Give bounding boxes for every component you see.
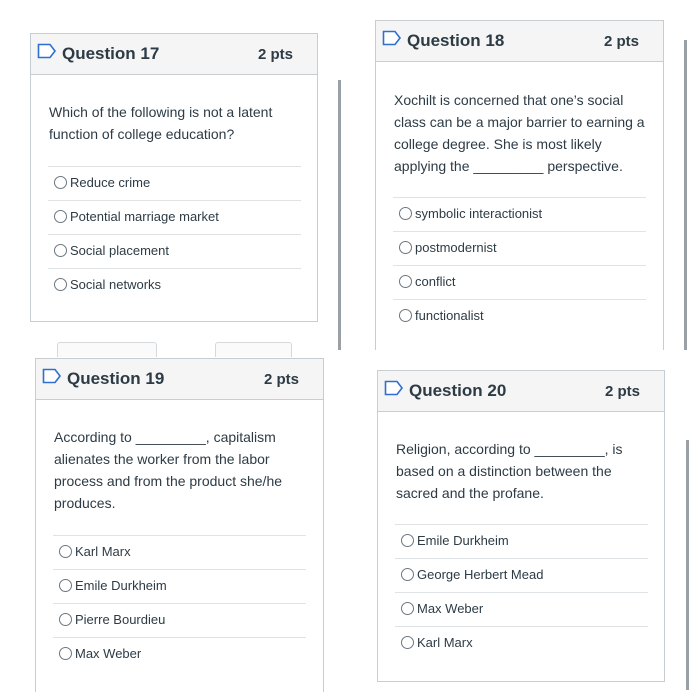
answer-option[interactable] (53, 569, 306, 603)
radio-button-icon[interactable] (399, 207, 412, 220)
flag-question-icon[interactable] (42, 368, 62, 389)
answer-option[interactable] (48, 268, 301, 302)
question-points: 2 pts (604, 383, 640, 400)
radio-button-icon[interactable] (54, 244, 67, 257)
question-title: Question 19 (67, 369, 165, 388)
question-header (36, 359, 323, 400)
question-title: Question 18 (407, 31, 505, 50)
scrollbar-divider (338, 80, 341, 350)
answer-option[interactable] (393, 265, 646, 299)
question-header (31, 34, 317, 75)
question-card-17 (30, 33, 318, 322)
radio-button-icon[interactable] (401, 636, 414, 649)
partial-button[interactable] (57, 342, 157, 357)
answer-option[interactable] (393, 231, 646, 265)
question-title: Question 20 (409, 381, 507, 400)
answer-option[interactable] (393, 299, 646, 333)
answer-label: George Herbert Mead (417, 567, 544, 582)
radio-button-icon[interactable] (59, 579, 72, 592)
answer-label: Karl Marx (75, 544, 131, 559)
answer-label: postmodernist (415, 240, 497, 255)
question-points: 2 pts (263, 371, 299, 388)
question-title: Question 17 (62, 44, 160, 63)
question-card-18 (375, 20, 664, 350)
answer-option[interactable] (48, 234, 301, 268)
answer-label: Emile Durkheim (75, 578, 167, 593)
answer-list (48, 166, 301, 302)
answer-option[interactable] (48, 166, 301, 200)
answer-label: functionalist (415, 308, 484, 323)
answer-option[interactable] (395, 524, 648, 558)
radio-button-icon[interactable] (399, 241, 412, 254)
answer-label: Max Weber (75, 646, 142, 661)
question-card-20 (377, 370, 665, 682)
answer-label: Social placement (70, 243, 169, 258)
radio-button-icon[interactable] (401, 568, 414, 581)
answer-option[interactable] (53, 535, 306, 569)
answer-label: Karl Marx (417, 635, 473, 650)
answer-list (395, 524, 648, 660)
question-header (376, 21, 663, 62)
answer-option[interactable] (395, 592, 648, 626)
question-text: According to _________, capitalism alienates the worker from the labor process and from the product she/he produces. (54, 429, 283, 511)
answer-option[interactable] (48, 200, 301, 234)
scrollbar-divider (686, 440, 689, 690)
flag-question-icon[interactable] (37, 43, 57, 64)
answer-label: conflict (415, 274, 456, 289)
answer-label: Potential marriage market (70, 209, 219, 224)
question-text: Religion, according to _________, is based on a distinction between the sacred and the profane. (396, 441, 623, 501)
radio-button-icon[interactable] (401, 602, 414, 615)
radio-button-icon[interactable] (399, 275, 412, 288)
question-card-19 (35, 358, 324, 692)
answer-label: Reduce crime (70, 175, 151, 190)
answer-label: Max Weber (417, 601, 484, 616)
answer-list (393, 197, 646, 333)
answer-label: Social networks (70, 277, 162, 292)
question-header (378, 371, 664, 412)
radio-button-icon[interactable] (54, 210, 67, 223)
radio-button-icon[interactable] (54, 278, 67, 291)
radio-button-icon[interactable] (401, 534, 414, 547)
answer-option[interactable] (53, 637, 306, 671)
radio-button-icon[interactable] (59, 647, 72, 660)
answer-list (53, 535, 306, 671)
flag-question-icon[interactable] (382, 30, 402, 51)
answer-option[interactable] (395, 558, 648, 592)
question-points: 2 pts (603, 33, 639, 50)
radio-button-icon[interactable] (59, 545, 72, 558)
partial-button[interactable] (215, 342, 292, 357)
scrollbar-divider (684, 40, 687, 350)
question-text: Xochilt is concerned that one’s social class can be a major barrier to earning a college degree. She is most likely applying the _________ perspective. (394, 92, 645, 174)
flag-question-icon[interactable] (384, 380, 404, 401)
answer-label: Emile Durkheim (417, 533, 509, 548)
answer-label: Pierre Bourdieu (75, 612, 166, 627)
radio-button-icon[interactable] (54, 176, 67, 189)
question-text: Which of the following is not a latent function of college education? (49, 104, 273, 142)
answer-option[interactable] (53, 603, 306, 637)
question-points: 2 pts (257, 46, 293, 63)
answer-option[interactable] (395, 626, 648, 660)
answer-label: symbolic interactionist (415, 206, 543, 221)
answer-option[interactable] (393, 197, 646, 231)
radio-button-icon[interactable] (399, 309, 412, 322)
radio-button-icon[interactable] (59, 613, 72, 626)
